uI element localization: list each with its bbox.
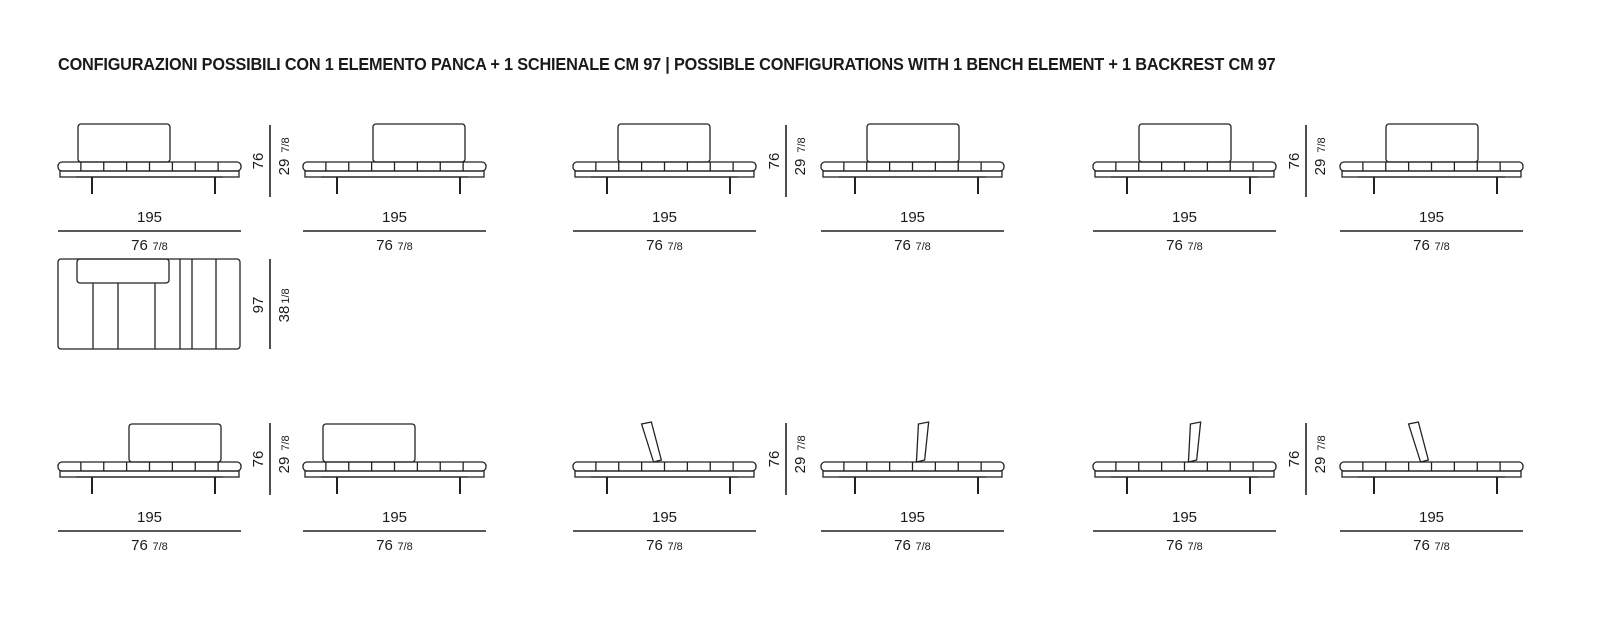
backrest [78, 124, 170, 162]
width-cm-label: 195 [899, 209, 926, 226]
backrest [129, 424, 221, 462]
bench-config-4 [821, 124, 1004, 254]
backrest [914, 422, 928, 462]
width-in-fraction: 7/8 [397, 241, 413, 253]
height-in-label: 29 [1312, 456, 1329, 474]
height-dimension-6 [1286, 423, 1329, 495]
bench-frame [823, 471, 1002, 477]
width-in-label: 76 [376, 537, 393, 554]
backrest [373, 124, 465, 162]
bench-config-10 [821, 422, 1004, 554]
backrest [1186, 422, 1200, 462]
bench-config-8 [303, 424, 486, 554]
width-in-label: 76 [131, 237, 148, 254]
height-in-fraction: 7/8 [280, 435, 292, 451]
height-cm-label: 76 [1286, 450, 1303, 468]
height-in-label: 29 [276, 456, 293, 474]
bench-frame [1095, 171, 1274, 177]
width-in-label: 76 [1413, 237, 1430, 254]
width-in-fraction: 7/8 [152, 541, 168, 553]
width-in-label: 76 [131, 537, 148, 554]
width-cm-label: 195 [651, 209, 678, 226]
width-in-label: 76 [646, 537, 663, 554]
bench-frame [575, 471, 754, 477]
bench-frame [60, 171, 239, 177]
bench-frame [60, 471, 239, 477]
backrest [867, 124, 959, 162]
bench-config-3 [573, 124, 756, 254]
bench-config-12 [1340, 422, 1523, 554]
height-in-label: 29 [792, 456, 809, 474]
bench-config-1 [58, 124, 241, 254]
width-in-fraction: 7/8 [1434, 541, 1450, 553]
backrest [641, 422, 661, 462]
width-in-fraction: 7/8 [1187, 541, 1203, 553]
width-in-label: 76 [1413, 537, 1430, 554]
height-in-label: 29 [792, 158, 809, 176]
height-cm-label: 76 [1286, 152, 1303, 170]
plan-backrest [77, 259, 169, 283]
width-in-fraction: 7/8 [915, 541, 931, 553]
bench-config-6 [1340, 124, 1523, 254]
backrest [1408, 422, 1428, 462]
width-in-fraction: 7/8 [1434, 241, 1450, 253]
width-in-fraction: 7/8 [667, 241, 683, 253]
height-in-label: 29 [1312, 158, 1329, 176]
backrest [1139, 124, 1231, 162]
height-in-fraction: 7/8 [1316, 137, 1328, 153]
bench-frame [305, 171, 484, 177]
bench-config-2 [303, 124, 486, 254]
bench-config-9 [573, 422, 756, 554]
depth-in-fraction: 1/8 [280, 288, 292, 304]
backrest [618, 124, 710, 162]
width-in-label: 76 [1166, 237, 1183, 254]
height-cm-label: 76 [250, 450, 267, 468]
width-cm-label: 195 [1418, 209, 1445, 226]
bench-config-11 [1093, 422, 1276, 554]
width-in-label: 76 [646, 237, 663, 254]
height-in-fraction: 7/8 [1316, 435, 1328, 451]
bench-frame [823, 171, 1002, 177]
width-cm-label: 195 [651, 509, 678, 526]
plan-outline [58, 259, 240, 349]
depth-in-label: 38 [276, 305, 293, 323]
bench-frame [1095, 471, 1274, 477]
height-in-label: 29 [276, 158, 293, 176]
width-in-fraction: 7/8 [1187, 241, 1203, 253]
page-title: CONFIGURAZIONI POSSIBILI CON 1 ELEMENTO PANCA + 1 SCHIENALE CM 97 | POSSIBLE CONFIGURATIONS WITH 1 BENCH ELEMENT + 1 BACKREST CM 97 [58, 54, 1276, 74]
width-cm-label: 195 [1171, 209, 1198, 226]
width-in-fraction: 7/8 [667, 541, 683, 553]
height-dimension-1 [250, 125, 293, 197]
bench-frame [305, 471, 484, 477]
backrest [1386, 124, 1478, 162]
height-cm-label: 76 [766, 450, 783, 468]
width-cm-label: 195 [1171, 509, 1198, 526]
height-in-fraction: 7/8 [280, 137, 292, 153]
height-in-fraction: 7/8 [796, 137, 808, 153]
width-cm-label: 195 [136, 209, 163, 226]
height-dimension-2 [766, 125, 809, 197]
width-in-fraction: 7/8 [152, 241, 168, 253]
width-cm-label: 195 [136, 509, 163, 526]
backrest [323, 424, 415, 462]
bench-frame [1342, 171, 1521, 177]
height-dimension-3 [1286, 125, 1329, 197]
bench-frame [575, 171, 754, 177]
bench-plan-view [58, 259, 293, 349]
width-cm-label: 195 [381, 509, 408, 526]
bench-config-7 [58, 424, 241, 554]
height-cm-label: 76 [766, 152, 783, 170]
width-in-label: 76 [894, 237, 911, 254]
height-dimension-5 [766, 423, 809, 495]
depth-cm-label: 97 [250, 296, 267, 314]
width-cm-label: 195 [899, 509, 926, 526]
width-in-label: 76 [894, 537, 911, 554]
bench-frame [1342, 471, 1521, 477]
height-in-fraction: 7/8 [796, 435, 808, 451]
width-in-label: 76 [1166, 537, 1183, 554]
width-in-fraction: 7/8 [915, 241, 931, 253]
height-dimension-4 [250, 423, 293, 495]
height-cm-label: 76 [250, 152, 267, 170]
width-in-fraction: 7/8 [397, 541, 413, 553]
width-cm-label: 195 [381, 209, 408, 226]
width-in-label: 76 [376, 237, 393, 254]
bench-config-5 [1093, 124, 1276, 254]
width-cm-label: 195 [1418, 509, 1445, 526]
